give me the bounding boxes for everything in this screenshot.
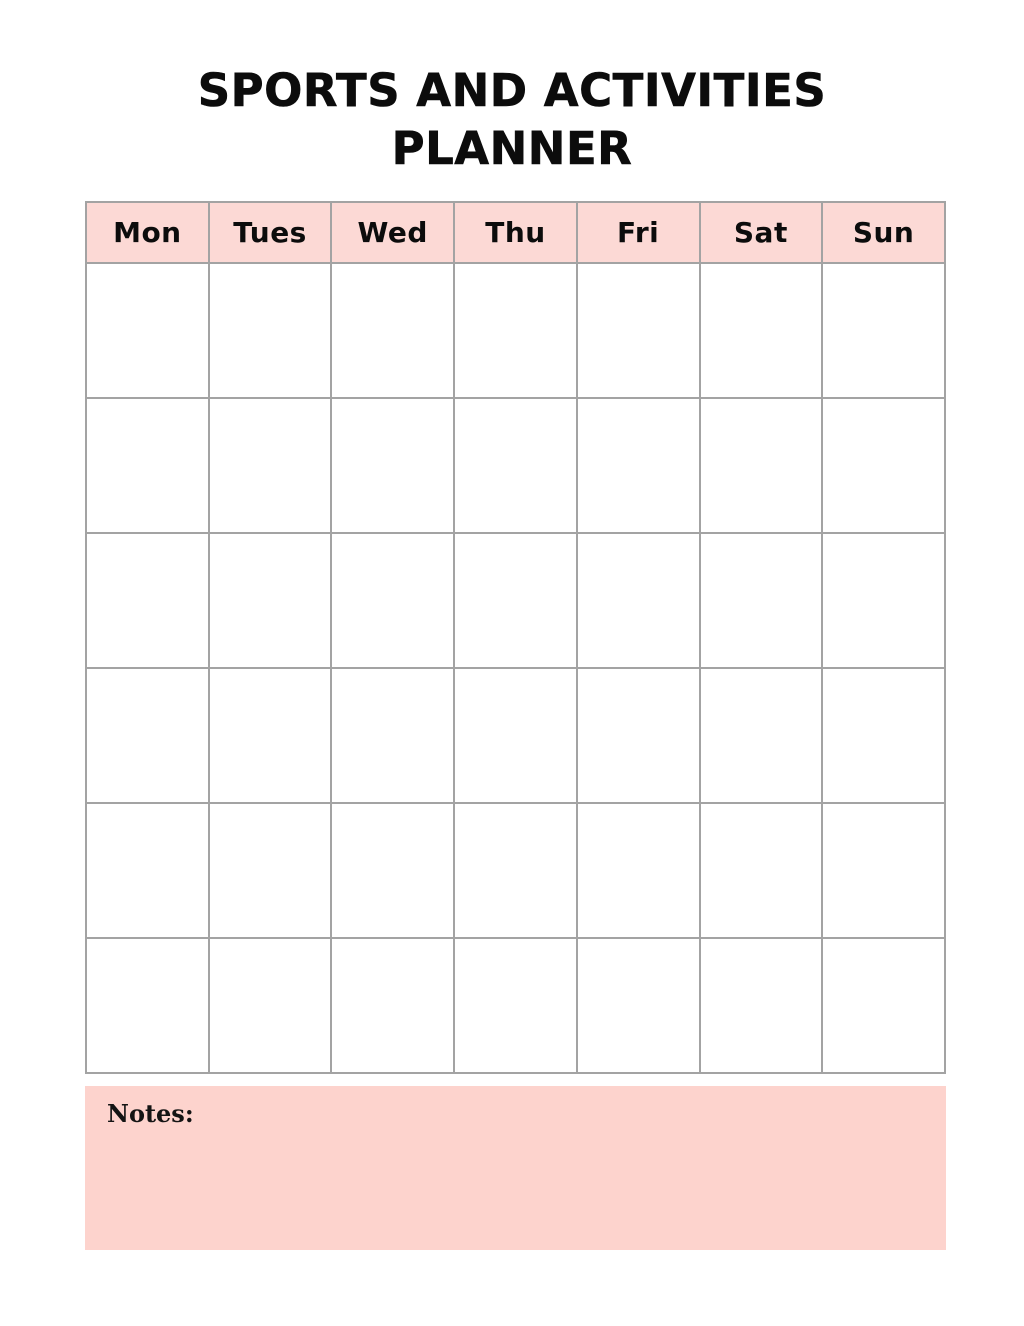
planner-cell [454, 803, 577, 938]
notes-section [85, 1086, 946, 1250]
planner-cell [577, 533, 700, 668]
planner-cell [577, 263, 700, 398]
planner-cell [700, 668, 823, 803]
day-header-tues: Tues [209, 202, 332, 263]
planner-cell [86, 263, 209, 398]
planner-row [86, 668, 945, 803]
planner-row [86, 533, 945, 668]
day-header-mon: Mon [86, 202, 209, 263]
planner-cell [209, 398, 332, 533]
planner-cell [700, 938, 823, 1073]
planner-cell [209, 263, 332, 398]
planner-cell [331, 668, 454, 803]
planner-cell [209, 938, 332, 1073]
planner-cell [209, 533, 332, 668]
planner-cell [577, 803, 700, 938]
planner-row [86, 803, 945, 938]
planner-cell [577, 668, 700, 803]
planner-cell [822, 668, 945, 803]
planner-cell [454, 263, 577, 398]
planner-cell [454, 938, 577, 1073]
day-header-thu: Thu [454, 202, 577, 263]
page-title-line-2: PLANNER [391, 121, 633, 175]
planner-cell [454, 668, 577, 803]
page-title-line-1: SPORTS AND ACTIVITIES [197, 64, 827, 117]
day-header-sat: Sat [700, 202, 823, 263]
day-header-wed: Wed [331, 202, 454, 263]
planner-cell [209, 668, 332, 803]
planner-cell [822, 263, 945, 398]
planner-cell [700, 533, 823, 668]
planner-cell [700, 398, 823, 533]
planner-cell [331, 803, 454, 938]
day-header-sun: Sun [822, 202, 945, 263]
planner-row [86, 398, 945, 533]
planner-cell [331, 398, 454, 533]
planner-cell [86, 668, 209, 803]
day-header-fri: Fri [577, 202, 700, 263]
planner-cell [454, 533, 577, 668]
page-title [0, 62, 1024, 177]
planner-cell [700, 263, 823, 398]
planner-cell [577, 938, 700, 1073]
weekly-planner-table [85, 201, 946, 1074]
planner-row [86, 938, 945, 1073]
notes-label: Notes: [107, 1099, 194, 1128]
planner-cell [86, 533, 209, 668]
planner-cell [86, 803, 209, 938]
planner-cell [331, 938, 454, 1073]
planner-cell [86, 398, 209, 533]
planner-grid-body [86, 263, 945, 1073]
planner-cell [822, 803, 945, 938]
planner-cell [822, 938, 945, 1073]
planner-cell [331, 263, 454, 398]
planner-cell [86, 938, 209, 1073]
planner-row [86, 263, 945, 398]
planner-cell [331, 533, 454, 668]
planner-cell [822, 398, 945, 533]
day-header-row [86, 202, 945, 263]
planner-cell [454, 398, 577, 533]
planner-cell [822, 533, 945, 668]
planner-cell [577, 398, 700, 533]
planner-cell [700, 803, 823, 938]
planner-cell [209, 803, 332, 938]
